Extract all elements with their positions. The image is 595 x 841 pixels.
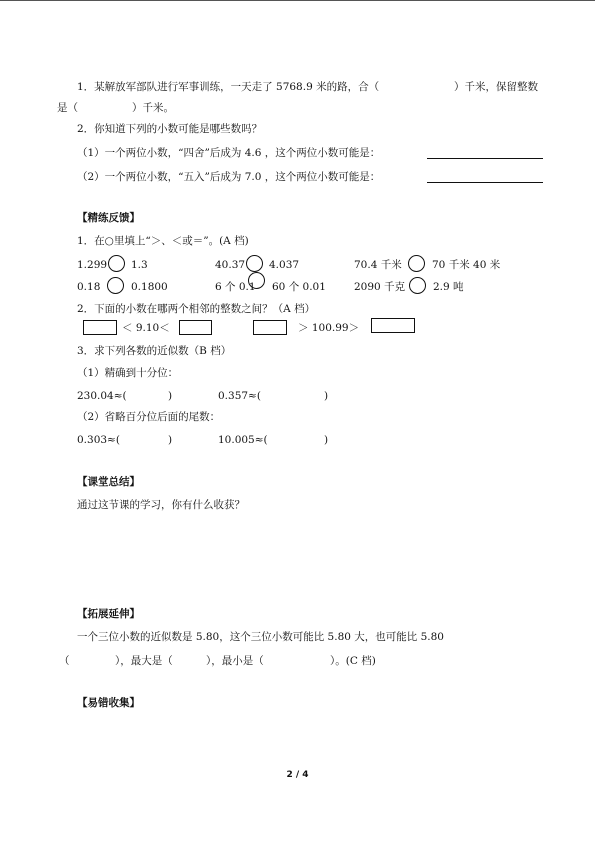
q1-line2-a: 是（ (57, 102, 78, 114)
approx-left: 0.357≈( (218, 390, 261, 402)
practice-q3: 3．求下列各数的近似数（B 档） (77, 345, 232, 357)
compare-right: 0.1800 (131, 281, 168, 293)
compare-circle[interactable] (248, 272, 265, 289)
approx-left: 0.303≈( (77, 434, 120, 446)
compare-left: 0.18 (77, 281, 101, 293)
q2-2-answer-line[interactable] (427, 182, 543, 183)
compare-left: 40.37 (215, 259, 246, 271)
compare-left: 6 个 0.1 (215, 281, 256, 293)
q2-text: 2．你知道下列的小数可能是哪些数吗？ (77, 123, 263, 135)
answer-box-left[interactable] (83, 320, 117, 335)
compare-circle[interactable] (107, 277, 124, 294)
q1-line2-b: ）千米。 (132, 102, 174, 114)
practice-q3-1: （1）精确到十分位： (77, 367, 179, 379)
q2-1-text: （1）一个两位小数，“四舍”后成为 4.6 ，这个两位小数可能是： (77, 147, 381, 159)
practice-q2: 2．下面的小数在哪两个相邻的整数之间？（A 档） (77, 303, 316, 315)
extend-heading: 【拓展延伸】 (77, 608, 140, 620)
extend-line2-d: ）。(C 档) (330, 655, 376, 667)
approx-left: 10.005≈( (218, 434, 268, 446)
compare-right: 1.3 (131, 259, 148, 271)
extend-line2-a: （ (59, 655, 70, 667)
q1-line1-a: 1．某解放军部队进行军事训练，一天走了 5768.9 米的路，合（ (77, 81, 380, 93)
extend-line1: 一个三位小数的近似数是 5.80，这个三位小数可能比 5.80 大，也可能比 5.80 (77, 631, 444, 643)
summary-text: 通过这节课的学习，你有什么收获？ (77, 499, 245, 511)
approx-right: ) (324, 434, 329, 446)
errors-heading: 【易错收集】 (77, 697, 140, 709)
compare-circle[interactable] (409, 277, 426, 294)
approx-right: ) (168, 390, 173, 402)
range-middle-text: ＜ 9.10＜ (122, 322, 170, 334)
extend-line2-b: ），最大是（ (115, 655, 173, 667)
compare-right: 70 千米 40 米 (432, 259, 501, 271)
compare-right: 60 个 0.01 (272, 281, 326, 293)
answer-box-right[interactable] (371, 318, 415, 333)
answer-box-upper[interactable] (253, 320, 287, 335)
q1-line1-b: ）千米，保留整数 (454, 81, 538, 93)
compare-left: 1.299 (77, 259, 108, 271)
summary-heading: 【课堂总结】 (77, 476, 140, 488)
compare-circle[interactable] (108, 255, 125, 272)
compare-circle[interactable] (246, 255, 263, 272)
extend-line2-c: ），最小是（ (206, 655, 264, 667)
compare-left: 70.4 千米 (354, 259, 402, 271)
practice-q1: 1．在○里填上“＞、＜或＝”。(A 档) (77, 235, 249, 247)
header-rule (0, 0, 595, 1)
q2-2-text: （2）一个两位小数，“五入”后成为 7.0 ，这个两位小数可能是： (77, 171, 381, 183)
practice-q3-2: （2）省略百分位后面的尾数： (77, 411, 221, 423)
page-number: 2 / 4 (286, 770, 309, 780)
practice-heading: 【精练反馈】 (77, 212, 140, 224)
approx-left: 230.04≈( (77, 390, 127, 402)
compare-circle[interactable] (408, 255, 425, 272)
compare-right: 4.037 (269, 259, 300, 271)
q2-1-answer-line[interactable] (427, 158, 543, 159)
approx-right: ) (168, 434, 173, 446)
compare-left: 2090 千克 (354, 281, 406, 293)
approx-right: ) (324, 390, 329, 402)
range-right-text: ＞ 100.99＞ (298, 322, 360, 334)
compare-right: 2.9 吨 (433, 281, 464, 293)
answer-box-middle[interactable] (179, 320, 212, 335)
